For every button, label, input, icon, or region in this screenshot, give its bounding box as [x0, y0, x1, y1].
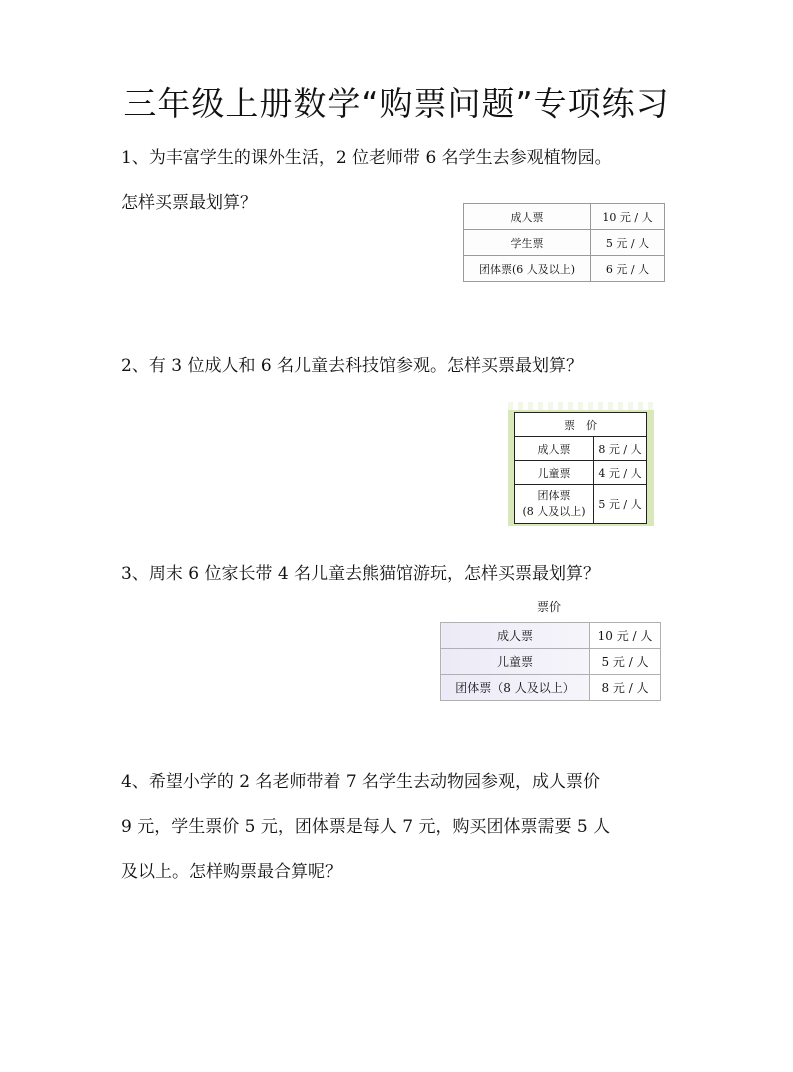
price-table-2: [514, 412, 647, 524]
question-text: 及以上。怎样购票最合算呢？: [121, 862, 342, 882]
ticket-type-cell: 成人票: [464, 204, 591, 230]
question-text: 2、有 3 位成人和 6 名儿童去科技馆参观。怎样买票最划算？: [121, 356, 584, 376]
table-row: [441, 675, 661, 701]
question-text: 1、为丰富学生的课外生活，2 位老师带 6 名学生去参观植物园。: [121, 148, 612, 168]
ticket-type-cell: 团体票(6 人及以上): [464, 256, 591, 282]
question-text: 3、周末 6 位家长带 4 名儿童去熊猫馆游玩，怎样买票最划算？: [121, 564, 601, 584]
price-table-1: [463, 203, 665, 282]
group-ticket-condition: (8 人及以上): [522, 505, 586, 518]
question-text: 9 元，学生票价 5 元，团体票是每人 7 元，购买团体票需要 5 人: [121, 817, 611, 837]
ticket-type-cell: 团体票（8 人及以上）: [441, 675, 590, 701]
price-table-3: [440, 622, 661, 701]
page-title: 三年级上册数学“购票问题”专项练习: [123, 84, 670, 123]
ticket-price-cell: 5 元 / 人: [591, 230, 665, 256]
question-text: 4、希望小学的 2 名老师带着 7 名学生去动物园参观，成人票价: [121, 772, 601, 792]
table-header: 票 价: [515, 413, 647, 437]
table-row: [464, 204, 665, 230]
question-4: [121, 760, 681, 895]
question-2: [121, 344, 681, 389]
table-row: [441, 649, 661, 675]
ticket-price-cell: 8 元 / 人: [590, 675, 661, 701]
group-ticket-label: 团体票: [537, 489, 571, 502]
price-board-2: [508, 402, 654, 526]
ticket-type-cell: 成人票: [441, 623, 590, 649]
ticket-type-cell: 学生票: [464, 230, 591, 256]
ticket-type-cell: 儿童票: [441, 649, 590, 675]
question-text: 怎样买票最划算？: [121, 193, 257, 213]
question-3: [121, 552, 681, 597]
ticket-price-cell: 10 元 / 人: [590, 623, 661, 649]
decorative-border: [508, 402, 654, 410]
ticket-price-cell: 5 元 / 人: [590, 649, 661, 675]
table-row: [515, 461, 647, 485]
table-row: [515, 485, 647, 524]
table-row: [515, 437, 647, 461]
table-header-row: [515, 413, 647, 437]
ticket-type-cell: [515, 485, 594, 524]
table-row: [464, 230, 665, 256]
table-caption: 票价: [537, 600, 562, 614]
ticket-price-cell: 6 元 / 人: [591, 256, 665, 282]
ticket-type-cell: 成人票: [515, 437, 594, 461]
ticket-price-cell: 4 元 / 人: [594, 461, 647, 485]
table-row: [441, 623, 661, 649]
ticket-price-cell: 5 元 / 人: [594, 485, 647, 524]
table-row: [464, 256, 665, 282]
ticket-price-cell: 8 元 / 人: [594, 437, 647, 461]
ticket-type-cell: 儿童票: [515, 461, 594, 485]
ticket-price-cell: 10 元 / 人: [591, 204, 665, 230]
